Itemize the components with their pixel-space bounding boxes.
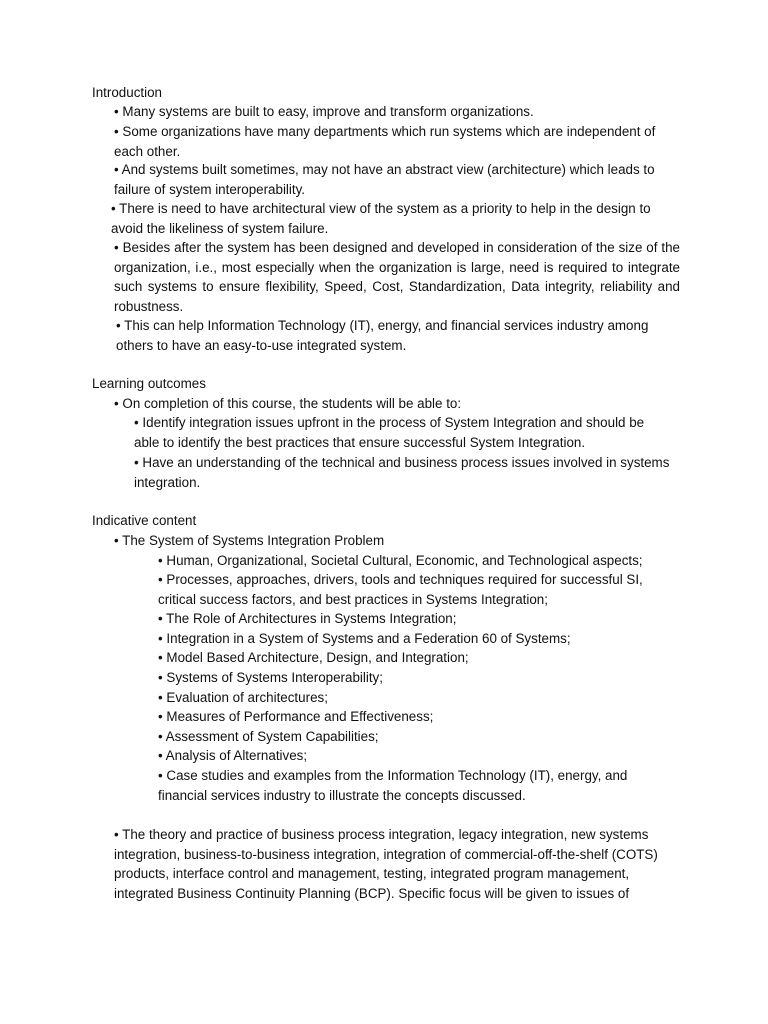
- indicative-content-closing: • The theory and practice of business process integration, legacy integration, new systems integration, business-to-business integration, integration of commercial-off-the-shelf (COTS) products, interface control and management, testing, integrated program management, integrated Business Continuity Planning (BCP). Specific focus will be given to issues of: [114, 827, 658, 901]
- intro-bullet-1: • Many systems are built to easy, improve and transform organizations.: [114, 104, 534, 119]
- intro-bullet-5: • Besides after the system has been designed and developed in consideration of the size of the organization, i.e., most especially when the organization is large, need is required to integrate such systems to ensure flexibility, Speed, Cost, Standardization, Data integrity, reliability and robustness.: [114, 240, 680, 314]
- intro-bullet-6: • This can help Information Technology (IT), energy, and financial services industry among others to have an easy-to-use integrated system.: [116, 318, 649, 353]
- content-item-7: • Evaluation of architectures;: [158, 690, 328, 705]
- learning-outcomes-intro: • On completion of this course, the students will be able to:: [114, 396, 462, 411]
- introduction-heading: Introduction: [92, 85, 162, 100]
- content-item-1: • Human, Organizational, Societal Cultural, Economic, and Technological aspects;: [158, 553, 643, 568]
- content-item-10: • Analysis of Alternatives;: [158, 748, 308, 763]
- intro-bullet-4: • There is need to have architectural view of the system as a priority to help in the design to avoid the likeliness of system failure.: [111, 201, 651, 236]
- learning-outcomes-heading: Learning outcomes: [92, 376, 206, 391]
- intro-bullet-2: • Some organizations have many departments which run systems which are independent of each other.: [114, 124, 656, 159]
- content-item-5: • Model Based Architecture, Design, and Integration;: [158, 650, 469, 665]
- content-item-8: • Measures of Performance and Effectiveness;: [158, 709, 434, 724]
- content-item-9: • Assessment of System Capabilities;: [158, 729, 379, 744]
- content-item-11: • Case studies and examples from the Information Technology (IT), energy, and financial services industry to illustrate the concepts discussed.: [158, 768, 628, 803]
- indicative-content-intro: • The System of Systems Integration Problem: [114, 533, 385, 548]
- learning-outcome-1: • Identify integration issues upfront in the process of System Integration and should be able to identify the best practices that ensure successful System Integration.: [134, 415, 645, 450]
- intro-bullet-3: • And systems built sometimes, may not have an abstract view (architecture) which leads to failure of system interoperability.: [114, 162, 655, 197]
- indicative-content-heading: Indicative content: [92, 513, 197, 528]
- content-item-2: • Processes, approaches, drivers, tools and techniques required for successful SI, critical success factors, and best practices in Systems Integration;: [158, 572, 643, 607]
- content-item-4: • Integration in a System of Systems and a Federation 60 of Systems;: [158, 631, 571, 646]
- content-item-3: • The Role of Architectures in Systems Integration;: [158, 611, 457, 626]
- content-item-6: • Systems of Systems Interoperability;: [158, 670, 383, 685]
- learning-outcome-2: • Have an understanding of the technical and business process issues involved in systems integration.: [134, 455, 670, 490]
